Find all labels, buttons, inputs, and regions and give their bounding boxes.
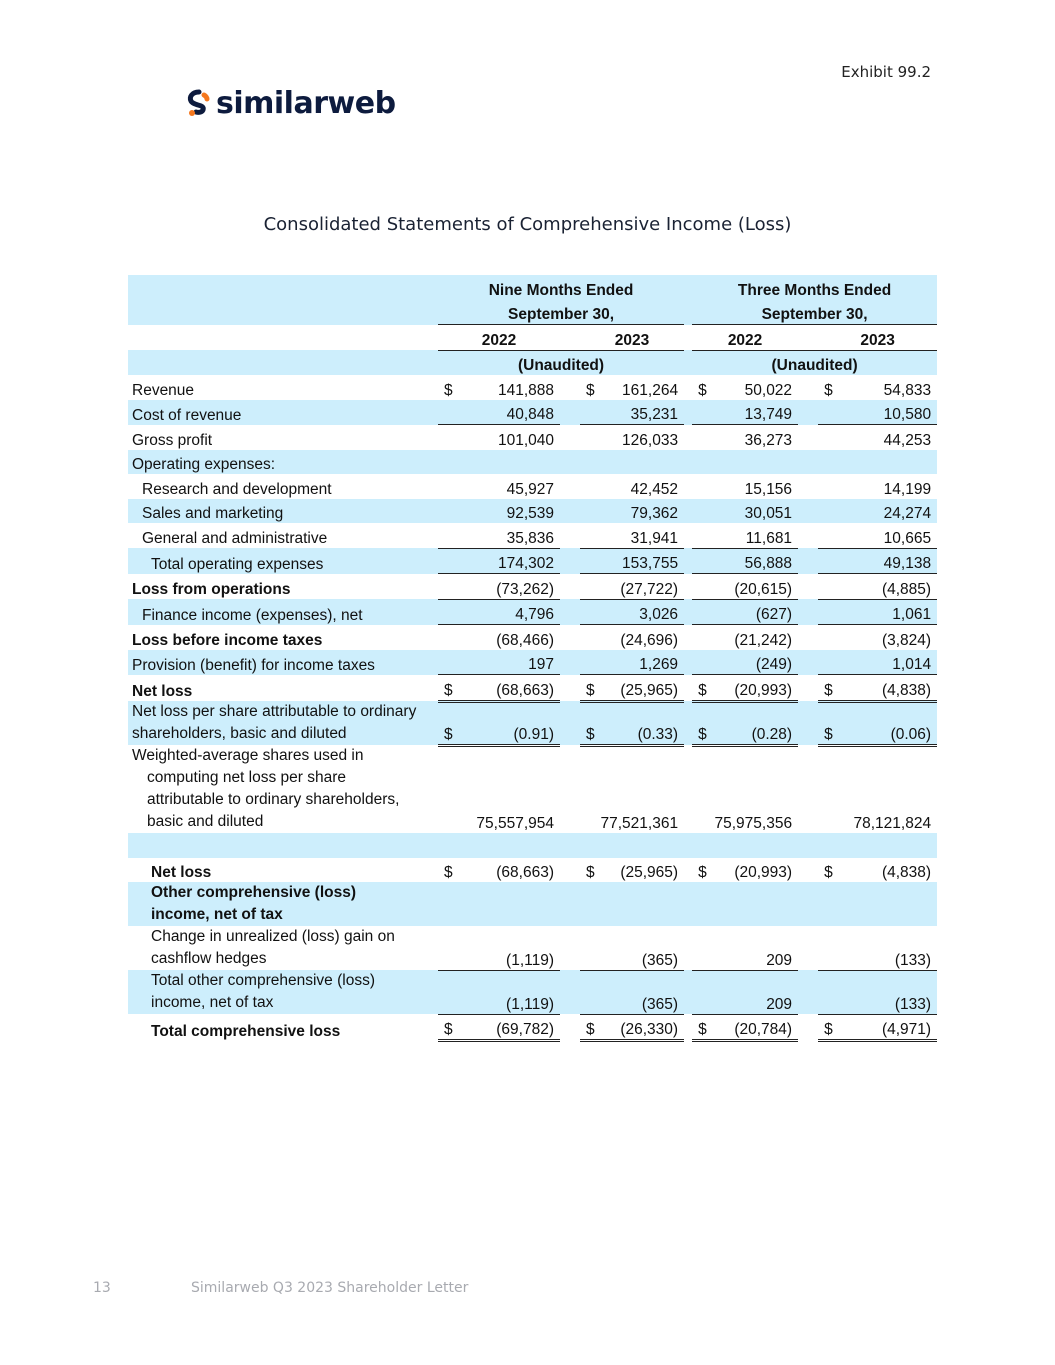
cell-value: (25,965): [620, 864, 679, 881]
page-title: Consolidated Statements of Comprehensive Income (Loss): [263, 214, 792, 235]
header-row-date: [128, 300, 937, 325]
cell-value: 4,796: [460, 599, 560, 625]
row-label-line: Net loss per share attributable to ordinary: [132, 703, 417, 720]
row-label: Cost of revenue: [128, 400, 434, 425]
row-label: [128, 970, 434, 1014]
currency-symbol: $: [444, 381, 453, 399]
year-header: 2023: [818, 325, 937, 351]
cell-value: (21,242): [734, 631, 793, 649]
cell-value: 79,362: [602, 499, 684, 524]
similarweb-logo-icon: [186, 89, 212, 119]
table-row: [128, 970, 937, 1014]
row-label: Revenue: [132, 381, 195, 399]
currency-symbol: $: [438, 1014, 460, 1041]
exhibit-label: Exhibit 99.2: [841, 63, 931, 81]
cell-value: 1,269: [602, 650, 684, 675]
currency-symbol: $: [818, 701, 840, 745]
cell-value: (1,119): [460, 970, 560, 1014]
row-label: Operating expenses:: [128, 450, 434, 475]
table-row: [128, 625, 937, 650]
table-row: [128, 425, 937, 450]
cell-value: 3,026: [602, 599, 684, 625]
cell-value: (1,119): [460, 926, 560, 970]
document-name: Similarweb Q3 2023 Shareholder Letter: [191, 1280, 469, 1296]
table-row: [128, 474, 937, 499]
row-label-line: shareholders, basic and diluted: [132, 725, 347, 742]
row-label-line: attributable to ordinary shareholders,: [147, 791, 400, 808]
currency-symbol: $: [824, 864, 833, 881]
table-row: [128, 375, 937, 400]
cell-value: 10,665: [840, 523, 937, 548]
header-row-group: [128, 275, 937, 300]
row-label-line: Total other comprehensive (loss): [151, 972, 375, 989]
table-row: [128, 650, 937, 675]
row-label: Total comprehensive loss: [151, 1022, 341, 1040]
table-row: [128, 499, 937, 524]
cell-value: 31,941: [602, 523, 684, 548]
table-row: [128, 675, 937, 702]
row-label: General and administrative: [142, 530, 328, 547]
cell-value: (0.91): [460, 701, 560, 745]
cell-value: (20,993): [714, 675, 798, 702]
header-row-unaudited: [128, 350, 937, 375]
cell-value: 174,302: [460, 548, 560, 574]
cell-value: 14,199: [883, 480, 932, 498]
three-months-date: September 30,: [692, 300, 937, 325]
currency-symbol: $: [580, 701, 602, 745]
cell-value: 197: [460, 650, 560, 675]
cell-value: (365): [602, 926, 684, 970]
cell-value: (68,663): [460, 675, 560, 702]
cell-value: (4,885): [840, 574, 937, 600]
header-row-years: [128, 325, 937, 351]
table-row: [128, 599, 937, 625]
row-label: [128, 745, 434, 833]
cell-value: (4,971): [840, 1014, 937, 1041]
row-label: Finance income (expenses), net: [128, 599, 434, 625]
currency-symbol: $: [692, 1014, 714, 1041]
row-label: [128, 701, 434, 745]
row-label: Net loss: [132, 683, 193, 700]
cell-value: (68,663): [496, 864, 554, 881]
currency-symbol: $: [698, 381, 707, 399]
cell-value: 75,975,356: [714, 815, 793, 832]
table-row: [128, 523, 937, 548]
cell-value: (27,722): [602, 574, 684, 600]
unaudited-label: (Unaudited): [438, 350, 684, 375]
currency-symbol: $: [586, 381, 595, 399]
currency-symbol: $: [692, 701, 714, 745]
currency-symbol: $: [580, 675, 602, 702]
cell-value: (0.33): [602, 701, 684, 745]
cell-value: 78,121,824: [853, 815, 932, 832]
row-label-line: basic and diluted: [147, 813, 264, 830]
cell-value: 49,138: [840, 548, 937, 574]
cell-value: 54,833: [883, 381, 932, 399]
row-label-line: income, net of tax: [151, 906, 283, 923]
cell-value: 56,888: [714, 548, 798, 574]
row-label-line: income, net of tax: [151, 994, 274, 1011]
cell-value: 10,580: [840, 400, 937, 425]
currency-symbol: $: [818, 675, 840, 702]
cell-value: (20,784): [714, 1014, 798, 1041]
currency-symbol: $: [438, 675, 460, 702]
cell-value: 36,273: [744, 431, 793, 449]
table-row: [128, 574, 937, 600]
cell-value: 15,156: [744, 480, 793, 498]
cell-value: 209: [714, 970, 798, 1014]
currency-symbol: $: [438, 701, 460, 745]
cell-value: (627): [714, 599, 798, 625]
three-months-header: Three Months Ended: [692, 275, 937, 300]
table-row: [128, 858, 937, 883]
currency-symbol: $: [586, 864, 595, 881]
row-label: Research and development: [142, 480, 332, 498]
currency-symbol: $: [698, 864, 707, 881]
table-row: [128, 882, 937, 926]
cell-value: 1,061: [840, 599, 937, 625]
page-number: 13: [93, 1280, 111, 1296]
logo-wordmark: similarweb: [216, 86, 396, 121]
cell-value: 50,022: [744, 381, 793, 399]
cell-value: 44,253: [883, 431, 932, 449]
unaudited-label: (Unaudited): [692, 350, 937, 375]
row-label: [128, 926, 434, 970]
row-label: Loss before income taxes: [132, 631, 323, 649]
year-header: 2023: [580, 325, 684, 351]
cell-value: (133): [840, 926, 937, 970]
cell-value: 30,051: [714, 499, 798, 524]
cell-value: 45,927: [506, 480, 554, 498]
cell-value: (365): [602, 970, 684, 1014]
cell-value: 1,014: [840, 650, 937, 675]
cell-value: (133): [840, 970, 937, 1014]
table-row: [128, 548, 937, 574]
nine-months-date: September 30,: [438, 300, 684, 325]
row-label-line: Other comprehensive (loss): [151, 884, 357, 901]
row-label: Net loss: [151, 864, 212, 881]
cell-value: 141,888: [497, 381, 554, 399]
spacer-row: [128, 833, 937, 858]
cell-value: 92,539: [460, 499, 560, 524]
table-row: [128, 1014, 937, 1041]
cell-value: 209: [714, 926, 798, 970]
cell-value: (73,262): [460, 574, 560, 600]
row-label: Gross profit: [132, 431, 213, 449]
cell-value: 101,040: [497, 431, 554, 449]
row-label: Loss from operations: [132, 581, 291, 598]
cell-value: (0.06): [840, 701, 937, 745]
cell-value: (69,782): [460, 1014, 560, 1041]
table-row: [128, 400, 937, 425]
year-header: 2022: [692, 325, 798, 351]
currency-symbol: $: [818, 1014, 840, 1041]
cell-value: 75,557,954: [476, 815, 554, 832]
cell-value: (20,615): [714, 574, 798, 600]
cell-value: 161,264: [622, 381, 679, 399]
cell-value: 126,033: [622, 431, 679, 449]
cell-value: 40,848: [460, 400, 560, 425]
cell-value: 13,749: [714, 400, 798, 425]
row-label: Provision (benefit) for income taxes: [128, 650, 434, 675]
cell-value: (20,993): [734, 864, 793, 881]
income-statement-table: [128, 275, 931, 1042]
row-label-line: cashflow hedges: [151, 950, 267, 967]
cell-value: (68,466): [496, 631, 554, 649]
cell-value: 77,521,361: [600, 815, 679, 832]
table-row: [128, 926, 937, 970]
cell-value: (4,838): [881, 864, 932, 881]
row-label-line: computing net loss per share: [147, 769, 347, 786]
cell-value: 42,452: [630, 480, 679, 498]
currency-symbol: $: [444, 864, 453, 881]
table-row: [128, 745, 937, 833]
currency-symbol: $: [580, 1014, 602, 1041]
row-label-line: Weighted-average shares used in: [132, 747, 364, 764]
cell-value: 11,681: [714, 523, 798, 548]
cell-value: 153,755: [602, 548, 684, 574]
cell-value: (4,838): [840, 675, 937, 702]
cell-value: 35,231: [602, 400, 684, 425]
year-header: 2022: [438, 325, 560, 351]
currency-symbol: $: [824, 381, 833, 399]
table-row: [128, 450, 937, 475]
cell-value: 35,836: [460, 523, 560, 548]
cell-value: (26,330): [602, 1014, 684, 1041]
cell-value: 24,274: [840, 499, 937, 524]
row-label-line: Change in unrealized (loss) gain on: [151, 928, 395, 945]
cell-value: (25,965): [602, 675, 684, 702]
currency-symbol: $: [692, 675, 714, 702]
cell-value: (24,696): [620, 631, 679, 649]
cell-value: (0.28): [714, 701, 798, 745]
row-label: Total operating expenses: [128, 548, 434, 574]
row-label: [128, 882, 434, 926]
table-row: [128, 701, 937, 745]
row-label: Sales and marketing: [128, 499, 434, 524]
cell-value: (249): [714, 650, 798, 675]
nine-months-header: Nine Months Ended: [438, 275, 684, 300]
cell-value: (3,824): [881, 631, 932, 649]
similarweb-logo: [186, 86, 396, 121]
